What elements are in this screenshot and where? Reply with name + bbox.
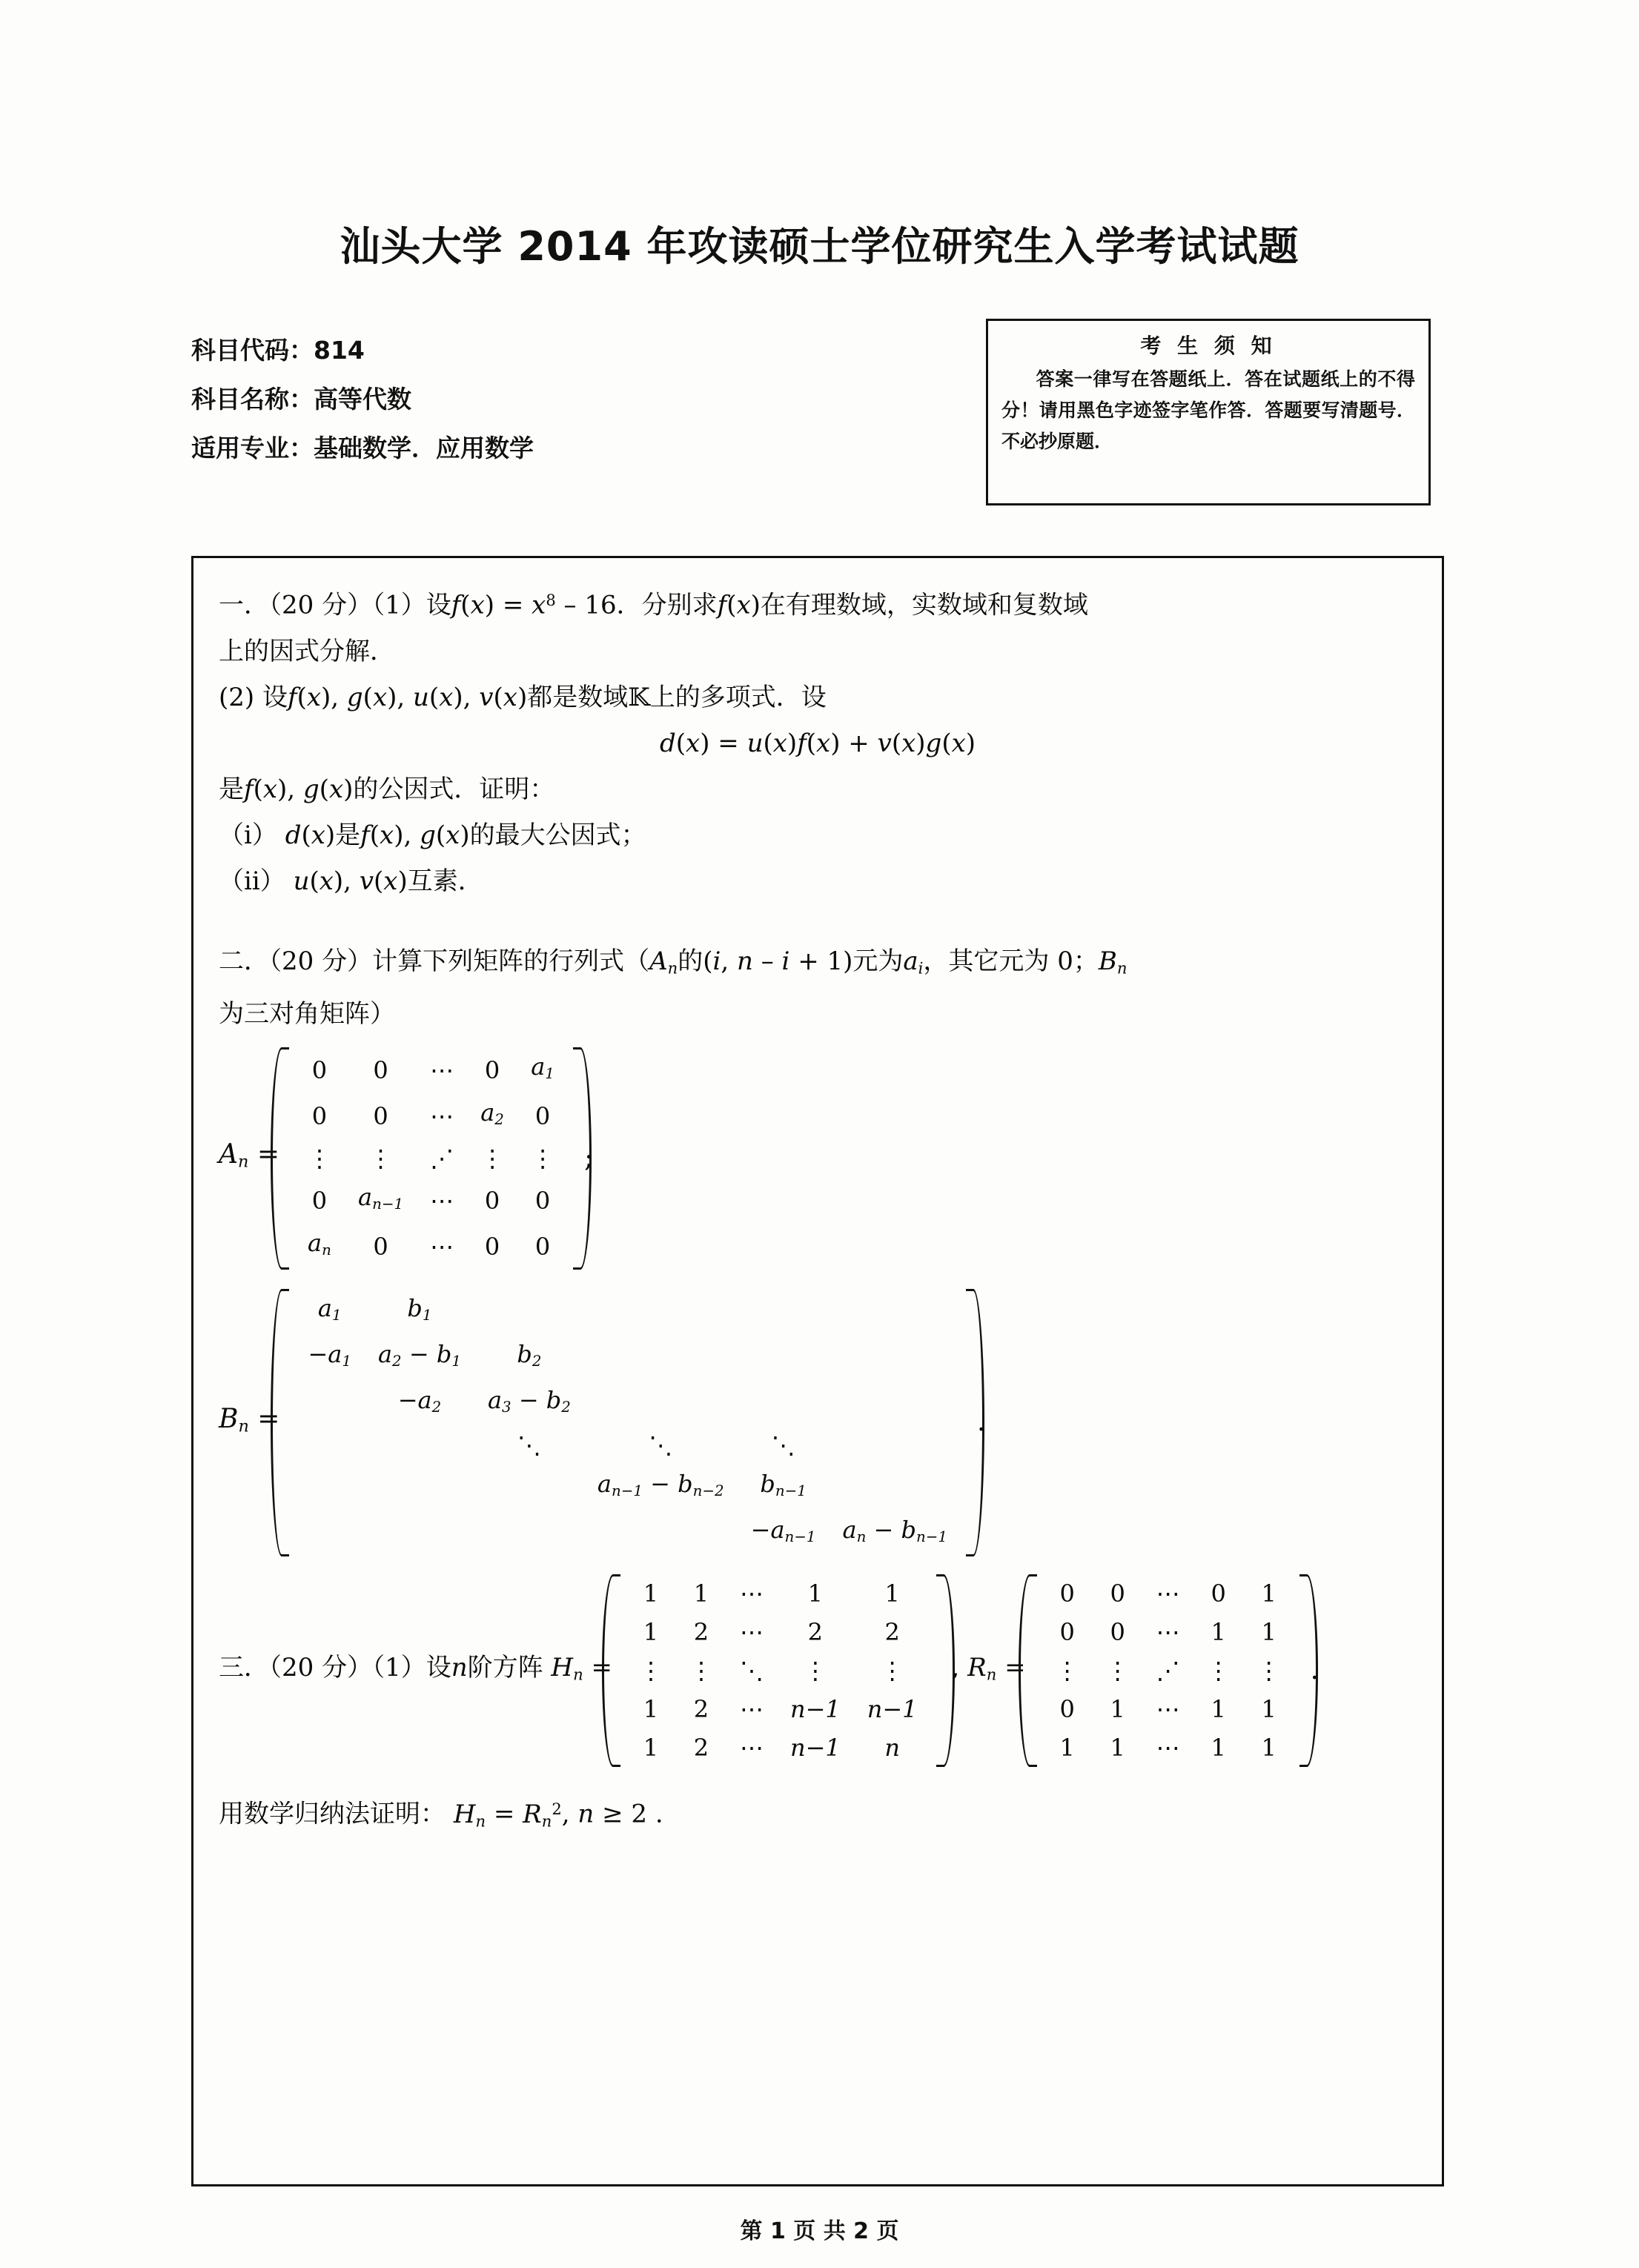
matrix-R-row-3: ⋮ ⋮ ⋰ ⋮ ⋮	[1055, 1657, 1281, 1685]
matrix-A-row-3: ⋮ ⋮ ⋰ ⋮ ⋮	[307, 1144, 555, 1173]
matrix-A-row	[219, 1047, 1417, 1270]
q3-row	[219, 1574, 1417, 1767]
subject-code-value: 814	[314, 336, 365, 365]
matrix-A-row-4: 0 $a_{n-1}$ ⋯ 0 0	[311, 1182, 551, 1215]
major-label: 适用专业：	[191, 434, 314, 462]
q1-item-i: （i） d(x)是f(x), g(x)的最大公因式；	[219, 820, 646, 850]
matrix-B-label: $B_n$ =	[219, 1403, 280, 1436]
q2-line-2: 为三对角矩阵）	[219, 998, 395, 1029]
matrix-B-row-6: $-a_{n-1}$ $a_n - b_{n-1}$	[750, 1516, 948, 1546]
q1-formula: d(x) = u(x)f(x) + v(x)g(x)	[659, 728, 976, 758]
q1-text-1: 一．（20 分）（1）设	[219, 590, 451, 620]
subject-name-value: 高等代数	[314, 385, 411, 414]
matrix-R-row-2: 0 0 ⋯ 1 1	[1059, 1618, 1277, 1647]
q1-line-1: 一．（20 分）（1）设$f(x) = x^8 - 16$．分别求f(x)在有理数域，实数域和复数域	[219, 590, 1088, 620]
questions-container	[191, 556, 1444, 2186]
notice-body	[1001, 364, 1415, 457]
q1-line-3: (2) 设f(x), g(x), u(x), v(x)都是数域𝕂上的多项式．设	[219, 682, 827, 712]
matrix-B-row-4: ⋱ ⋱ ⋱	[517, 1431, 795, 1460]
major-value: 基础数学．应用数学	[314, 434, 534, 462]
matrix-H-row-5: 1 2 ⋯ n−1 n	[643, 1734, 900, 1763]
matrix-R-paren	[1036, 1574, 1300, 1767]
subject-code-row	[191, 326, 534, 375]
matrix-H-row-4: 1 2 ⋯ n−1 n−1	[643, 1695, 918, 1724]
q3-lead: 三．（20 分）（1）设n阶方阵 $H_n$ =	[219, 1652, 612, 1683]
notice-line-2: 在试题纸上的不得分！请用黑色字	[1001, 368, 1415, 421]
q3-final-line: 用数学归纳法证明： $H_n = R_n^2$, n ≥ 2 .	[219, 1799, 663, 1831]
page-footer: 第 1 页 共 2 页	[740, 2218, 899, 2244]
matrix-B-row-1: $a_1$ $b_1$	[317, 1293, 432, 1324]
notice-title: 考 生 须 知	[1140, 334, 1277, 358]
matrix-H-row-1: 1 1 ⋯ 1 1	[643, 1579, 900, 1608]
matrix-A-row-1: 0 0 ⋯ 0 $a_1$	[311, 1052, 554, 1084]
subject-name-row	[191, 375, 534, 424]
major-row	[191, 424, 534, 473]
page-title: 汕头大学 2014 年攻读硕士学位研究生入学考试试题	[340, 223, 1299, 270]
matrix-A-label: $A_n$ =	[219, 1138, 279, 1172]
header-info	[191, 326, 534, 473]
subject-code-label: 科目代码：	[191, 336, 314, 365]
candidate-notice-box	[986, 319, 1431, 505]
matrix-R-terminator: .	[1310, 1655, 1320, 1686]
q1-item-ii: （ii） u(x), v(x)互素．	[219, 866, 483, 896]
notice-line-4: 不必抄原题．	[1001, 431, 1113, 452]
matrix-H-row-2: 1 2 ⋯ 2 2	[643, 1618, 900, 1647]
matrix-A-terminator: ;	[584, 1142, 594, 1173]
matrix-H-paren	[620, 1574, 937, 1767]
q3-mid: , $R_n$ =	[951, 1652, 1026, 1683]
q1-line-2: 上的因式分解．	[219, 636, 395, 666]
matrix-B-terminator: .	[977, 1407, 986, 1438]
matrix-B-paren	[288, 1289, 967, 1557]
q2-line-1: 二．（20 分）计算下列矩阵的行列式（$A_n$的(i, n – i + 1)元为$a_i$，其它元为 0；$B_n$	[219, 946, 1128, 977]
matrix-B-row-3: $-a_2$ $a_3 - b_2$	[397, 1385, 571, 1416]
matrix-R-row-5: 1 1 ⋯ 1 1	[1059, 1734, 1277, 1763]
matrix-R-row-1: 0 0 ⋯ 0 1	[1059, 1579, 1277, 1608]
matrix-B-row-5: $a_{n-1} - b_{n-2}$ $b_{n-1}$	[597, 1470, 807, 1500]
matrix-A	[294, 1047, 568, 1270]
matrix-R	[1042, 1574, 1294, 1767]
notice-line-3: 迹签字笔作答．答题要写清题号．	[1133, 399, 1415, 421]
notice-line-1: 答案一律写在答题纸上．答	[1036, 368, 1264, 390]
matrix-A-paren	[288, 1047, 574, 1270]
matrix-R-row-4: 0 1 ⋯ 1 1	[1059, 1695, 1277, 1724]
matrix-H	[626, 1574, 931, 1767]
matrix-A-row-5: $a_n$ 0 ⋯ 0 0	[308, 1228, 551, 1261]
matrix-B-row-2: $-a_1$ $a_2 - b_1$ $b_2$	[308, 1339, 542, 1370]
matrix-B	[294, 1289, 961, 1557]
matrix-B-row	[219, 1289, 1417, 1557]
subject-name-label: 科目名称：	[191, 385, 314, 414]
matrix-A-row-2: 0 0 ⋯ $a_2$ 0	[311, 1098, 551, 1130]
q1-line-4: 是f(x), g(x)的公因式．证明：	[219, 774, 555, 804]
matrix-H-row-3: ⋮ ⋮ ⋱ ⋮ ⋮	[638, 1657, 904, 1685]
